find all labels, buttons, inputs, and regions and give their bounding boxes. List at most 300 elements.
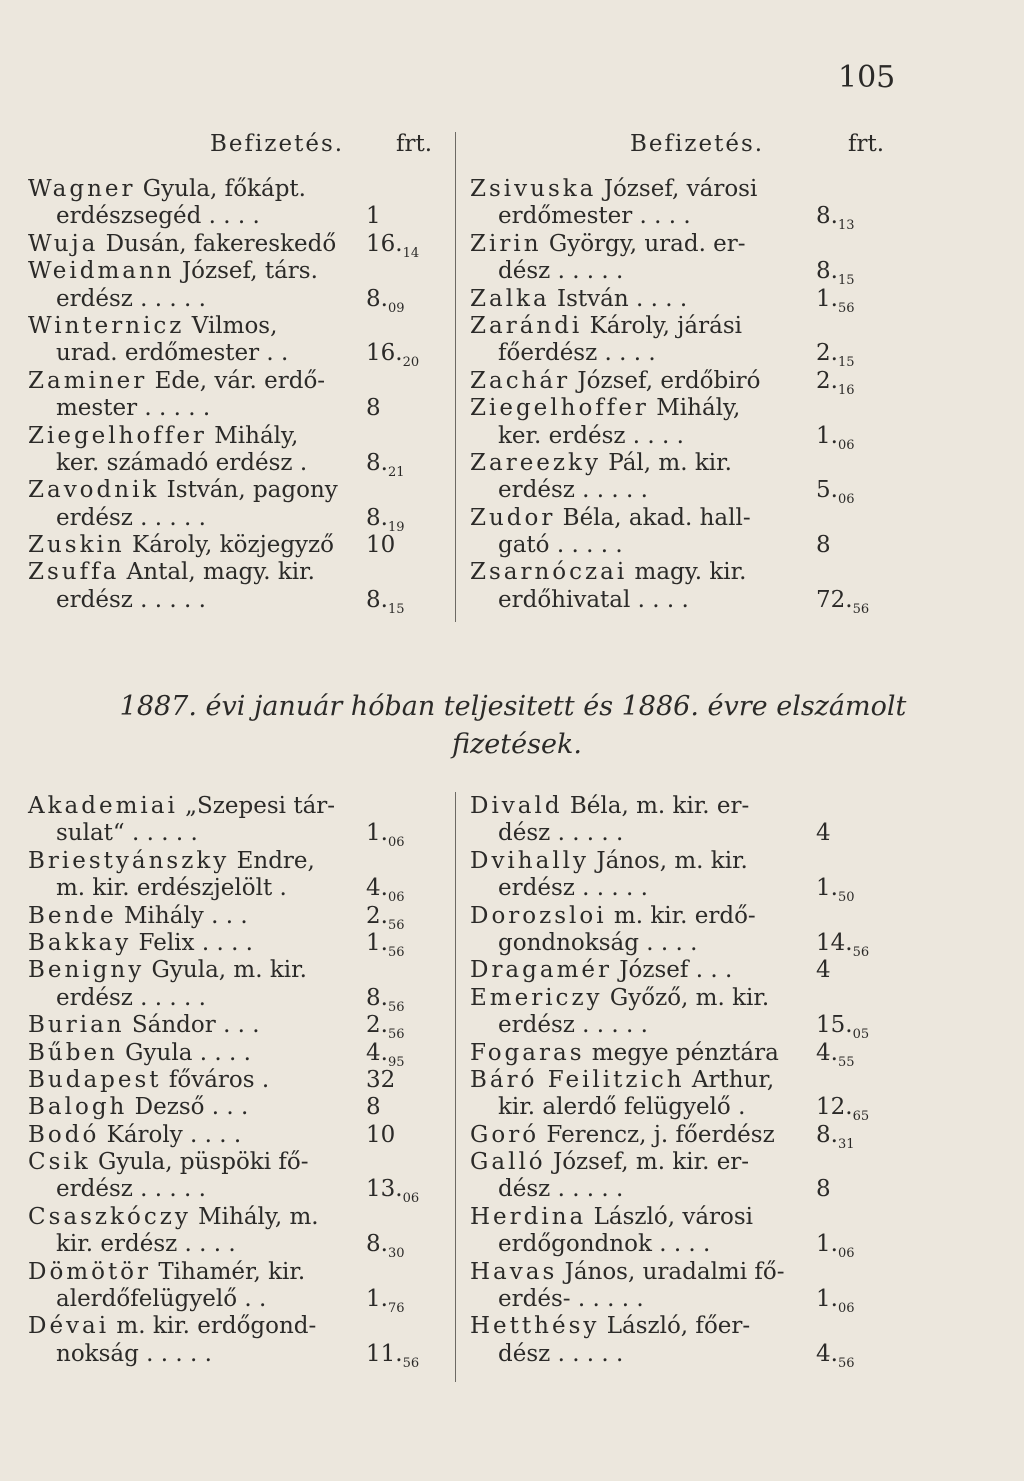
entry-detail: Dusán, fakereskedő (98, 230, 337, 257)
entry-text (28, 957, 307, 984)
amount-forint: 4 (816, 820, 831, 847)
amount-forint: 32 (366, 1066, 396, 1093)
entry-text (498, 820, 623, 847)
entry-name: Báró Feilitzich (470, 1066, 685, 1093)
amount-krajcar: 56 (837, 1355, 855, 1371)
entry-name: Dömötör (28, 1258, 152, 1285)
entry-line (470, 1259, 860, 1286)
entry-line (470, 450, 860, 477)
entry-line (28, 313, 418, 340)
entry-line (28, 1204, 418, 1231)
entry-name: Csaszkóczy (28, 1203, 191, 1230)
entry-name: Zsuffa (28, 559, 120, 586)
amount-forint: 8. (366, 285, 388, 312)
entry-line (470, 875, 860, 906)
entry-detail: István . . . . (549, 285, 688, 312)
entry-text (498, 532, 623, 559)
entry-text (470, 903, 756, 930)
entry-line (470, 532, 860, 559)
amount-forint: 2. (816, 340, 838, 367)
entry-text (498, 875, 648, 902)
entry-name: Budapest (28, 1066, 162, 1093)
header-unit: frt. (396, 131, 433, 157)
amount-forint: 16. (366, 340, 403, 367)
amount-krajcar: 06 (387, 835, 405, 851)
entry-line (28, 1286, 418, 1317)
entry-text (28, 903, 248, 930)
amount-krajcar: 13 (837, 218, 855, 234)
entry-detail: erdész . . . . . (498, 477, 648, 504)
entry-line (28, 1039, 418, 1070)
amount-forint: 4. (366, 1039, 388, 1066)
entry-text (498, 1094, 745, 1121)
amount-forint: 1. (816, 875, 838, 902)
entry-text (56, 587, 206, 614)
entry-line (28, 586, 418, 617)
amount (816, 587, 869, 623)
entry-line (28, 848, 418, 875)
amount-forint: 14. (816, 929, 853, 956)
entry-line (28, 793, 418, 820)
entry-detail: Mihály, (206, 422, 299, 449)
entry-text (470, 957, 732, 984)
amount-krajcar: 56 (387, 999, 405, 1015)
entry-line (470, 1313, 860, 1340)
amount-forint: 15. (816, 1012, 853, 1039)
amount-forint: 8 (366, 1094, 381, 1121)
entry-text (498, 1012, 648, 1039)
entry-detail: József, városi (596, 176, 758, 202)
amount-forint: 8 (816, 532, 831, 559)
entry-text (56, 1231, 236, 1258)
entry-line (28, 1012, 418, 1043)
entry-detail: főváros . (161, 1066, 270, 1093)
amount-forint: 8. (366, 449, 388, 476)
entry-name: Wagner (28, 176, 136, 202)
amount-forint: 4 (816, 957, 831, 984)
entry-detail: Győző, m. kir. (602, 984, 770, 1011)
entry-line (28, 176, 418, 203)
entry-line (470, 1340, 860, 1371)
entry-line (470, 1094, 870, 1125)
entry-line (470, 422, 860, 453)
entry-text (498, 477, 648, 504)
entry-line (28, 1067, 418, 1094)
entry-name: Goró (470, 1121, 540, 1148)
entry-detail: magy. kir. (627, 559, 747, 586)
entry-line (470, 1012, 870, 1043)
entry-name: Balogh (28, 1094, 128, 1121)
entry-detail: Tihamér, kir. (151, 1258, 306, 1285)
entry-detail: Vilmos, (184, 312, 278, 339)
entry-detail: erdész . . . . . (498, 1012, 648, 1039)
entry-text (56, 286, 206, 313)
entry-line (470, 1039, 860, 1070)
entry-text (28, 258, 318, 285)
amount-krajcar: 09 (387, 300, 405, 316)
amount-krajcar: 21 (387, 464, 405, 480)
amount-forint: 2. (366, 902, 388, 929)
entry-detail: főerdész . . . . (498, 340, 656, 367)
entry-name: Akademiai (28, 793, 178, 819)
entry-name: Emericzy (470, 984, 603, 1011)
amount-forint: 2. (816, 367, 838, 394)
entry-text (28, 848, 315, 875)
amount-krajcar: 31 (837, 1136, 855, 1152)
amount-krajcar: 06 (837, 1246, 855, 1262)
entry-detail: Mihály . . . (116, 902, 248, 929)
entry-line (470, 203, 860, 234)
amount-krajcar: 56 (402, 1355, 420, 1371)
amount-krajcar: 06 (387, 890, 405, 906)
entry-line (470, 231, 860, 258)
amount-krajcar: 15 (837, 355, 855, 371)
entry-detail: erdőmester . . . . (498, 203, 691, 230)
entry-text (470, 368, 760, 395)
entry-line (28, 902, 418, 933)
entry-text (470, 450, 732, 477)
entry-text (470, 1122, 775, 1149)
amount-krajcar: 19 (387, 519, 405, 535)
entry-name: Dragamér (470, 957, 612, 984)
amount-krajcar: 65 (852, 1109, 870, 1125)
entry-line (28, 1340, 420, 1371)
entry-line (470, 985, 860, 1012)
entry-detail: László, főer- (599, 1313, 751, 1340)
entry-name: Zaminer (28, 367, 148, 394)
entry-text (28, 1067, 269, 1094)
amount-krajcar: 56 (837, 300, 855, 316)
entry-detail: dész . . . . . (498, 1176, 624, 1203)
entry-detail: József, erdőbiró (570, 367, 761, 394)
top-right-column (470, 131, 885, 617)
entry-detail: Sándor . . . (124, 1012, 260, 1039)
entry-text (470, 313, 742, 340)
amount-forint: 8 (366, 395, 381, 422)
entry-text (56, 450, 307, 477)
amount-forint: 8. (816, 203, 838, 230)
entry-line (28, 258, 418, 285)
entry-text (470, 231, 746, 258)
entry-line (470, 1121, 860, 1152)
entry-text (56, 395, 210, 422)
entry-detail: Endre, (229, 847, 315, 874)
entry-detail: István, pagony (159, 477, 338, 504)
header-unit: frt. (848, 131, 885, 157)
entry-name: Dévai (28, 1313, 110, 1340)
entry-line (470, 285, 860, 316)
entry-text (498, 203, 691, 230)
entry-line (470, 1176, 860, 1203)
entry-line (470, 395, 860, 422)
entry-text (470, 176, 757, 203)
header-label: Befizetés. (630, 131, 765, 157)
amount-forint: 1. (366, 1286, 388, 1313)
entry-text (498, 423, 684, 450)
entry-detail: erdész . . . . . (56, 285, 206, 312)
entry-line (28, 1231, 418, 1262)
entry-text (470, 848, 748, 875)
entry-name: Zsarnóczai (470, 559, 628, 586)
entry-detail: Gyula, főkápt. (135, 176, 306, 202)
entry-detail: Károly . . . . (99, 1121, 242, 1148)
entry-text (470, 1259, 785, 1286)
entry-text (28, 930, 253, 957)
entry-detail: m. kir. erdő- (606, 902, 756, 929)
amount-krajcar: 15 (837, 273, 855, 289)
entry-text (470, 1149, 749, 1176)
amount-krajcar: 56 (387, 1027, 405, 1043)
amount (366, 587, 405, 623)
entry-detail: Felix . . . . (131, 929, 253, 956)
entry-detail: erdőhivatal . . . . (498, 586, 689, 613)
entry-line (470, 586, 870, 617)
entry-detail: m. kir. erdészjelölt . (56, 875, 287, 902)
entry-detail: urad. erdőmester . . (56, 340, 289, 367)
entry-line (28, 1259, 418, 1286)
entry-detail: ker. számadó erdész . (56, 449, 308, 476)
entry-line (470, 1231, 860, 1262)
amount-krajcar: 55 (837, 1054, 855, 1070)
amount-krajcar: 06 (837, 437, 855, 453)
entry-line (28, 395, 418, 422)
entry-line (28, 1176, 420, 1207)
entry-detail: megye pénztára (584, 1039, 779, 1066)
entry-text (28, 313, 277, 340)
entry-text (28, 532, 334, 559)
entry-text (28, 423, 298, 450)
amount-forint: 8. (816, 1121, 838, 1148)
amount-krajcar: 56 (387, 917, 405, 933)
entry-name: Briestyánszky (28, 847, 230, 874)
entry-name: Burian (28, 1012, 125, 1039)
amount-krajcar: 56 (852, 944, 870, 960)
entry-line (470, 929, 870, 960)
entry-text (56, 820, 198, 847)
entry-detail: erdész . . . . . (498, 875, 648, 902)
entry-detail: Károly, járási (582, 312, 742, 339)
entry-name: Wuja (28, 230, 99, 257)
entry-text (28, 231, 336, 258)
entry-text (28, 1012, 260, 1039)
entry-detail: erdész . . . . . (56, 504, 206, 531)
entry-text (498, 587, 689, 614)
entry-line (470, 848, 860, 875)
entry-line (28, 1094, 418, 1121)
entry-name: Weidmann (28, 258, 175, 285)
amount-forint: 8. (816, 258, 838, 285)
entry-text (470, 505, 751, 532)
entry-name: Zudor (470, 504, 556, 531)
entry-detail: Károly, közjegyző (124, 532, 334, 559)
entry-detail: kir. alerdő felügyelő . (498, 1094, 746, 1121)
entry-text (470, 286, 687, 313)
entry-line (28, 449, 418, 480)
entry-line (470, 477, 860, 508)
entry-detail: Dezső . . . (127, 1094, 249, 1121)
entry-text (28, 477, 338, 504)
page-number: 105 (838, 60, 896, 95)
entry-text (56, 875, 287, 902)
amount-forint: 10 (366, 1121, 396, 1148)
entry-text (498, 1176, 623, 1203)
entry-line (470, 176, 860, 203)
entry-name: Fogaras (470, 1039, 585, 1066)
entry-line (28, 1313, 418, 1340)
entry-name: Zuskin (28, 532, 125, 559)
entry-text (470, 1040, 779, 1067)
entry-detail: dész . . . . . (498, 1340, 624, 1367)
entry-line (28, 230, 420, 261)
amount-krajcar: 20 (402, 355, 420, 371)
entry-detail: ker. erdész . . . . (498, 422, 684, 449)
column-header (470, 131, 885, 161)
entry-name: Bakkay (28, 929, 132, 956)
entry-name: Benigny (28, 957, 145, 984)
entry-detail: erdész . . . . . (56, 984, 206, 1011)
entry-detail: „Szepesi tár- (177, 793, 336, 819)
entry-line (470, 903, 860, 930)
entry-name: Bodó (28, 1121, 100, 1148)
entry-text (470, 1313, 750, 1340)
entry-line (28, 1122, 418, 1149)
entry-name: Zarándi (470, 312, 583, 339)
amount (366, 1341, 419, 1377)
amount-krajcar: 76 (387, 1301, 405, 1317)
amount-forint: 8. (366, 586, 388, 613)
amount-forint: 11. (366, 1340, 403, 1367)
entry-text (28, 793, 335, 820)
entry-text (28, 1122, 241, 1149)
entry-text (56, 1341, 212, 1368)
entry-detail: alerdőfelügyelő . . (56, 1286, 267, 1313)
entry-line (470, 340, 860, 371)
entry-text (28, 1259, 305, 1286)
entry-detail: erdés- . . . . . (498, 1286, 644, 1313)
entry-text (28, 368, 325, 395)
entry-line (470, 1286, 860, 1317)
entry-line (28, 423, 418, 450)
entry-name: Zsivuska (470, 176, 597, 202)
amount-forint: 5. (816, 477, 838, 504)
entry-line (470, 505, 860, 532)
amount-krajcar: 14 (402, 245, 420, 261)
entry-text (28, 1149, 309, 1176)
amount-forint: 4. (816, 1340, 838, 1367)
entry-name: Ziegelhoffer (28, 422, 207, 449)
amount-forint: 1. (816, 1286, 838, 1313)
entry-text (498, 1231, 710, 1258)
entry-line (470, 367, 860, 398)
entry-name: Zirin (470, 230, 542, 257)
amount-forint: 72. (816, 586, 853, 613)
entry-line (28, 285, 418, 316)
amount-forint: 12. (816, 1094, 853, 1121)
amount-krajcar: 06 (837, 492, 855, 508)
entry-text (498, 1286, 644, 1313)
entry-name: Divald (470, 793, 563, 819)
entry-line (470, 957, 860, 984)
amount-forint: 2. (366, 1012, 388, 1039)
entry-detail: nokság . . . . . (56, 1340, 212, 1367)
entry-detail: Béla, akad. hall- (555, 504, 751, 531)
entry-detail: Gyula . . . . (117, 1039, 251, 1066)
amount-forint: 1. (816, 285, 838, 312)
entry-detail: József, m. kir. er- (545, 1149, 750, 1176)
entry-detail: László, városi (586, 1203, 754, 1230)
entry-text (498, 930, 697, 957)
entry-line (28, 340, 420, 371)
section-title-line-1: 1887. évi január hóban teljesitett és 1886. évre elszámolt (119, 691, 907, 722)
entry-line (28, 532, 418, 559)
entry-text (498, 340, 656, 367)
amount-krajcar: 30 (387, 1246, 405, 1262)
entry-name: Zavodnik (28, 477, 160, 504)
amount-krajcar: 16 (837, 382, 855, 398)
entry-name: Bende (28, 902, 117, 929)
entry-detail: János, uradalmi fő- (557, 1258, 785, 1285)
entry-name: Winternicz (28, 312, 185, 339)
entry-detail: Antal, magy. kir. (119, 559, 315, 586)
amount-forint: 1. (816, 1231, 838, 1258)
amount-krajcar: 05 (852, 1027, 870, 1043)
entry-text (28, 1094, 248, 1121)
entry-detail: Arthur, (684, 1066, 775, 1093)
entry-detail: Ede, vár. erdő- (147, 367, 326, 394)
amount-forint: 8. (366, 1231, 388, 1258)
entry-text (470, 793, 749, 820)
entry-text (470, 559, 746, 586)
column-divider (455, 792, 456, 1382)
amount-krajcar: 56 (852, 601, 870, 617)
entry-text (470, 1204, 753, 1231)
entry-line (28, 1149, 418, 1176)
entry-line (470, 820, 860, 847)
amount-forint: 1. (366, 929, 388, 956)
entry-name: Havas (470, 1258, 558, 1285)
entry-name: Herdina (470, 1203, 587, 1230)
entry-text (470, 985, 769, 1012)
column-divider (455, 132, 456, 622)
entry-detail: erdész . . . . . (56, 586, 206, 613)
entry-name: Ziegelhoffer (470, 395, 649, 422)
entry-line (470, 1204, 860, 1231)
amount (816, 1341, 855, 1377)
amount-forint: 8. (366, 984, 388, 1011)
entry-text (56, 340, 288, 367)
entry-detail: Gyula, püspöki fő- (90, 1149, 309, 1176)
entry-text (498, 258, 623, 285)
entry-detail: Mihály, m. (190, 1203, 319, 1230)
entry-name: Galló (470, 1149, 546, 1176)
entry-detail: erdészsegéd . . . . (56, 203, 260, 230)
entry-name: Hetthésy (470, 1313, 600, 1340)
entry-detail: gondnokság . . . . (498, 929, 698, 956)
entry-text (28, 1040, 251, 1067)
entry-detail: Béla, m. kir. er- (562, 793, 750, 819)
entry-name: Dorozsloi (470, 902, 607, 929)
entry-line (28, 820, 418, 851)
entry-text (28, 559, 315, 586)
column-header (28, 131, 433, 161)
bottom-left-column (28, 793, 420, 1371)
entry-line (470, 793, 860, 820)
amount-forint: 13. (366, 1176, 403, 1203)
entry-line (28, 957, 418, 984)
amount-forint: 4. (816, 1039, 838, 1066)
entry-name: Zachár (470, 367, 571, 394)
amount-forint: 16. (366, 230, 403, 257)
